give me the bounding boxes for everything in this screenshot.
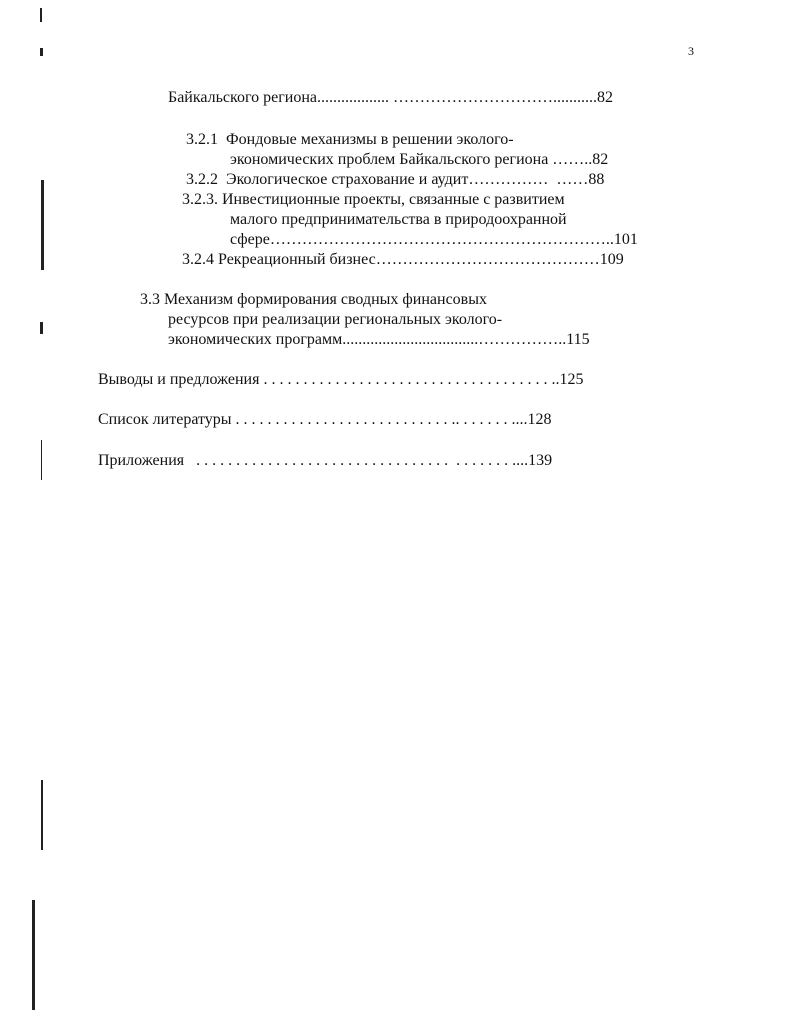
toc-entry-3-2-2: 3.2.2 Экологическое страхование и аудит…………… ……88 [186, 171, 605, 188]
toc-entry-3-2-3-line1: 3.2.3. Инвестиционные проекты, связанные с развитием [182, 191, 565, 208]
toc-entry-baikal-region: Байкальского региона.................. …………………………...........82 [168, 89, 614, 106]
toc-entry-3-3-line3: экономических программ..................................……………..115 [168, 331, 590, 348]
toc-entry-appendices: Приложения . . . . . . . . . . . . . . . . . . . . . . . . . . . . . . . . . . . . . . . ....139 [98, 452, 553, 469]
scan-edge-artifact [30, 0, 46, 1019]
toc-entry-3-3-line2: ресурсов при реализации региональных эколого- [168, 311, 503, 328]
toc-entry-3-2-3-line3: сфере………………………………………………………..101 [230, 231, 638, 248]
toc-entry-3-2-4: 3.2.4 Рекреационный бизнес……………………………………109 [182, 251, 624, 268]
toc-entry-conclusions: Выводы и предложения . . . . . . . . . . . . . . . . . . . . . . . . . . . . . . . . . . . . ..125 [98, 371, 584, 388]
toc-entry-3-2-1-line2: экономических проблем Байкальского региона ……..82 [230, 151, 609, 168]
toc-entry-references: Список литературы . . . . . . . . . . . . . . . . . . . . . . . . . . . .. . . . . . . ....128 [98, 411, 552, 428]
toc-entry-3-2-3-line2: малого предпринимательства в природоохранной [230, 211, 567, 228]
toc-entry-3-3-line1: 3.3 Механизм формирования сводных финансовых [140, 291, 487, 308]
toc-entry-3-2-1-line1: 3.2.1 Фондовые механизмы в решении эколого- [186, 131, 514, 148]
page-number: 3 [688, 44, 694, 58]
